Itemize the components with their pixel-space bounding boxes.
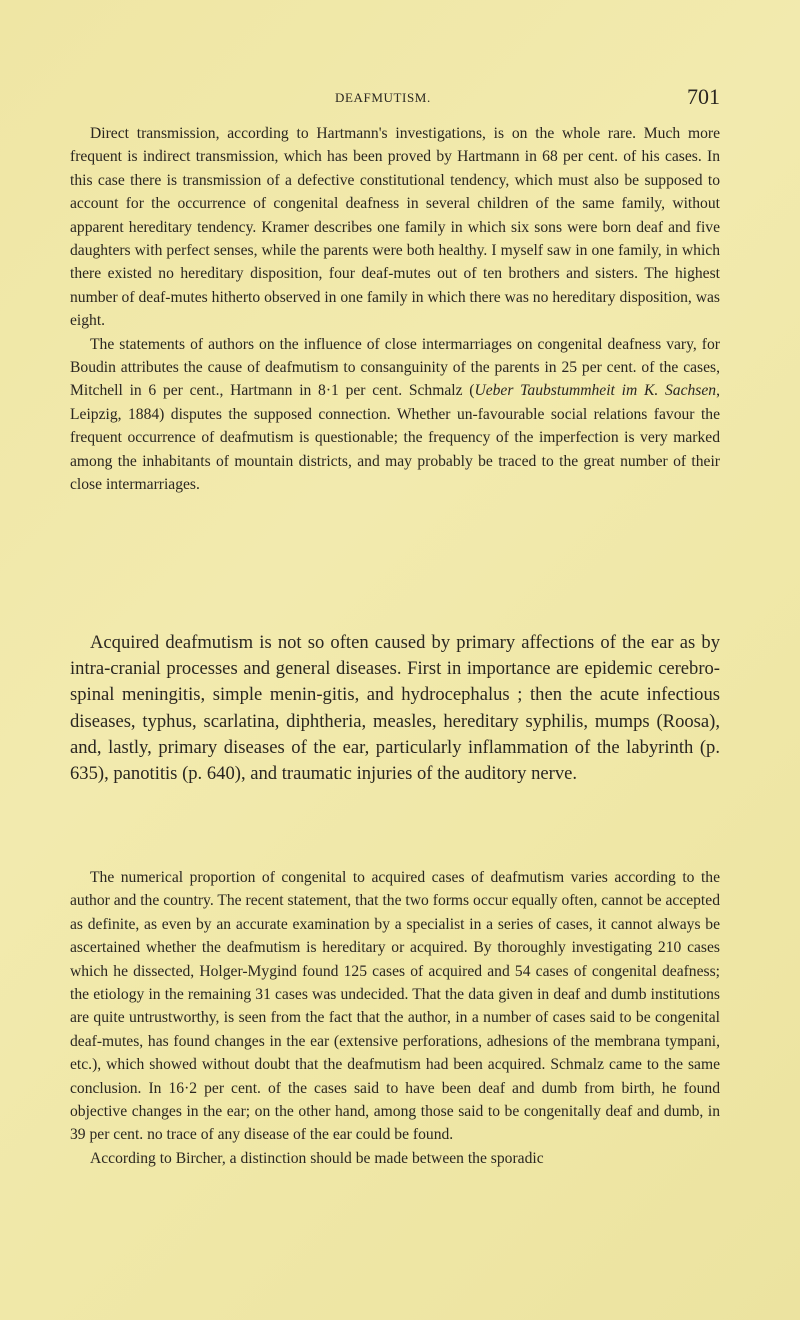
section-numerical-proportion xyxy=(70,866,720,1170)
paragraph-bircher: According to Bircher, a distinction should be made between the sporadic xyxy=(90,1149,544,1167)
paragraph-text: The statements of authors on the influence of close intermarriages on congenital deafness vary, for Boudin attributes the cause of deafmutism to consanguinity of the parents in 25 per cent. of the cases, Mitchell in 6 per cent., Hartmann in 8·1 per cent. Schmalz ( xyxy=(70,335,720,400)
paragraph-numerical-proportion: The numerical proportion of congenital to acquired cases of deafmutism varies according to the author and the country. The recent statement, that the two forms occur equally often, cannot be accepted as definite, as even by an accurate examination by a specialist in a series of cases, it cannot always be ascertained whether the deafmutism is hereditary or acquired. By thoroughly investigating 210 cases which he dissected, Holger-Mygind found 125 cases of acquired and 54 cases of congenital deafness; the etiology in the remaining 31 cases was undecided. That the data given in deaf and dumb institutions are quite untrustworthy, is seen from the fact that the author, in a number of cases said to be congenital deaf-mutes, has found changes in the ear (extensive perforations, adhesions of the membrana tympani, etc.), which showed without doubt that the deafmutism had been acquired. Schmalz came to the same conclusion. In 16·2 per cent. of the cases said to have been deaf and dumb from birth, he found objective changes in the ear; on the other hand, among those said to be congenitally deaf and dumb, in 39 per cent. no trace of any disease of the ear could be found. xyxy=(70,869,720,1144)
section-acquired-deafmutism xyxy=(70,630,720,787)
cited-work-title: Ueber Taubstummheit im K. Sachsen xyxy=(474,382,717,400)
running-title: DEAFMUTISM. xyxy=(335,90,431,105)
paragraph-direct-transmission: Direct transmission, according to Hartmann's investigations, is on the whole rare. Much more frequent is indirect transmission, which has been proved by Hartmann in 68 per cent. of his cases. In this case there is transmission of a defective constitutional tendency, which must also be supposed to account for the occurrence of congenital deafness in several children of the same family, without apparent hereditary tendency. Kramer describes one family in which six sons were born deaf and five daughters with perfect senses, while the parents were both healthy. I myself saw in one family, in which there existed no hereditary disposition, four deaf-mutes out of ten brothers and sisters. The highest number of deaf-mutes hitherto observed in one family in which there was no hereditary disposition, was eight. xyxy=(70,125,720,330)
page-number: 701 xyxy=(687,84,720,109)
paragraph-acquired-causes: Acquired deafmutism is not so often caused by primary affections of the ear as by intra-cranial processes and general diseases. First in importance are epidemic cerebro-spinal meningitis, simple menin-gitis, and hydrocephalus ; then the acute infectious diseases, typhus, scarlatina, diphtheria, measles, hereditary syphilis, mumps (Roosa), and, lastly, primary diseases of the ear, particularly inflammation of the labyrinth (p. 635), panotitis (p. 640), and traumatic injuries of the auditory nerve. xyxy=(70,632,720,785)
running-head xyxy=(70,84,720,114)
paragraph-text: , Leipzig, 1884) disputes the supposed connection. Whether un-favourable social relations favour the frequent occurrence of deafmutism is questionable; the frequency of the imperfection is very marked among the inhabitants of mountain districts, and may probably be traced to the great number of their close intermarriages. xyxy=(70,382,720,494)
section-hereditary-transmission xyxy=(70,122,720,497)
paragraph-intermarriages xyxy=(70,333,720,497)
